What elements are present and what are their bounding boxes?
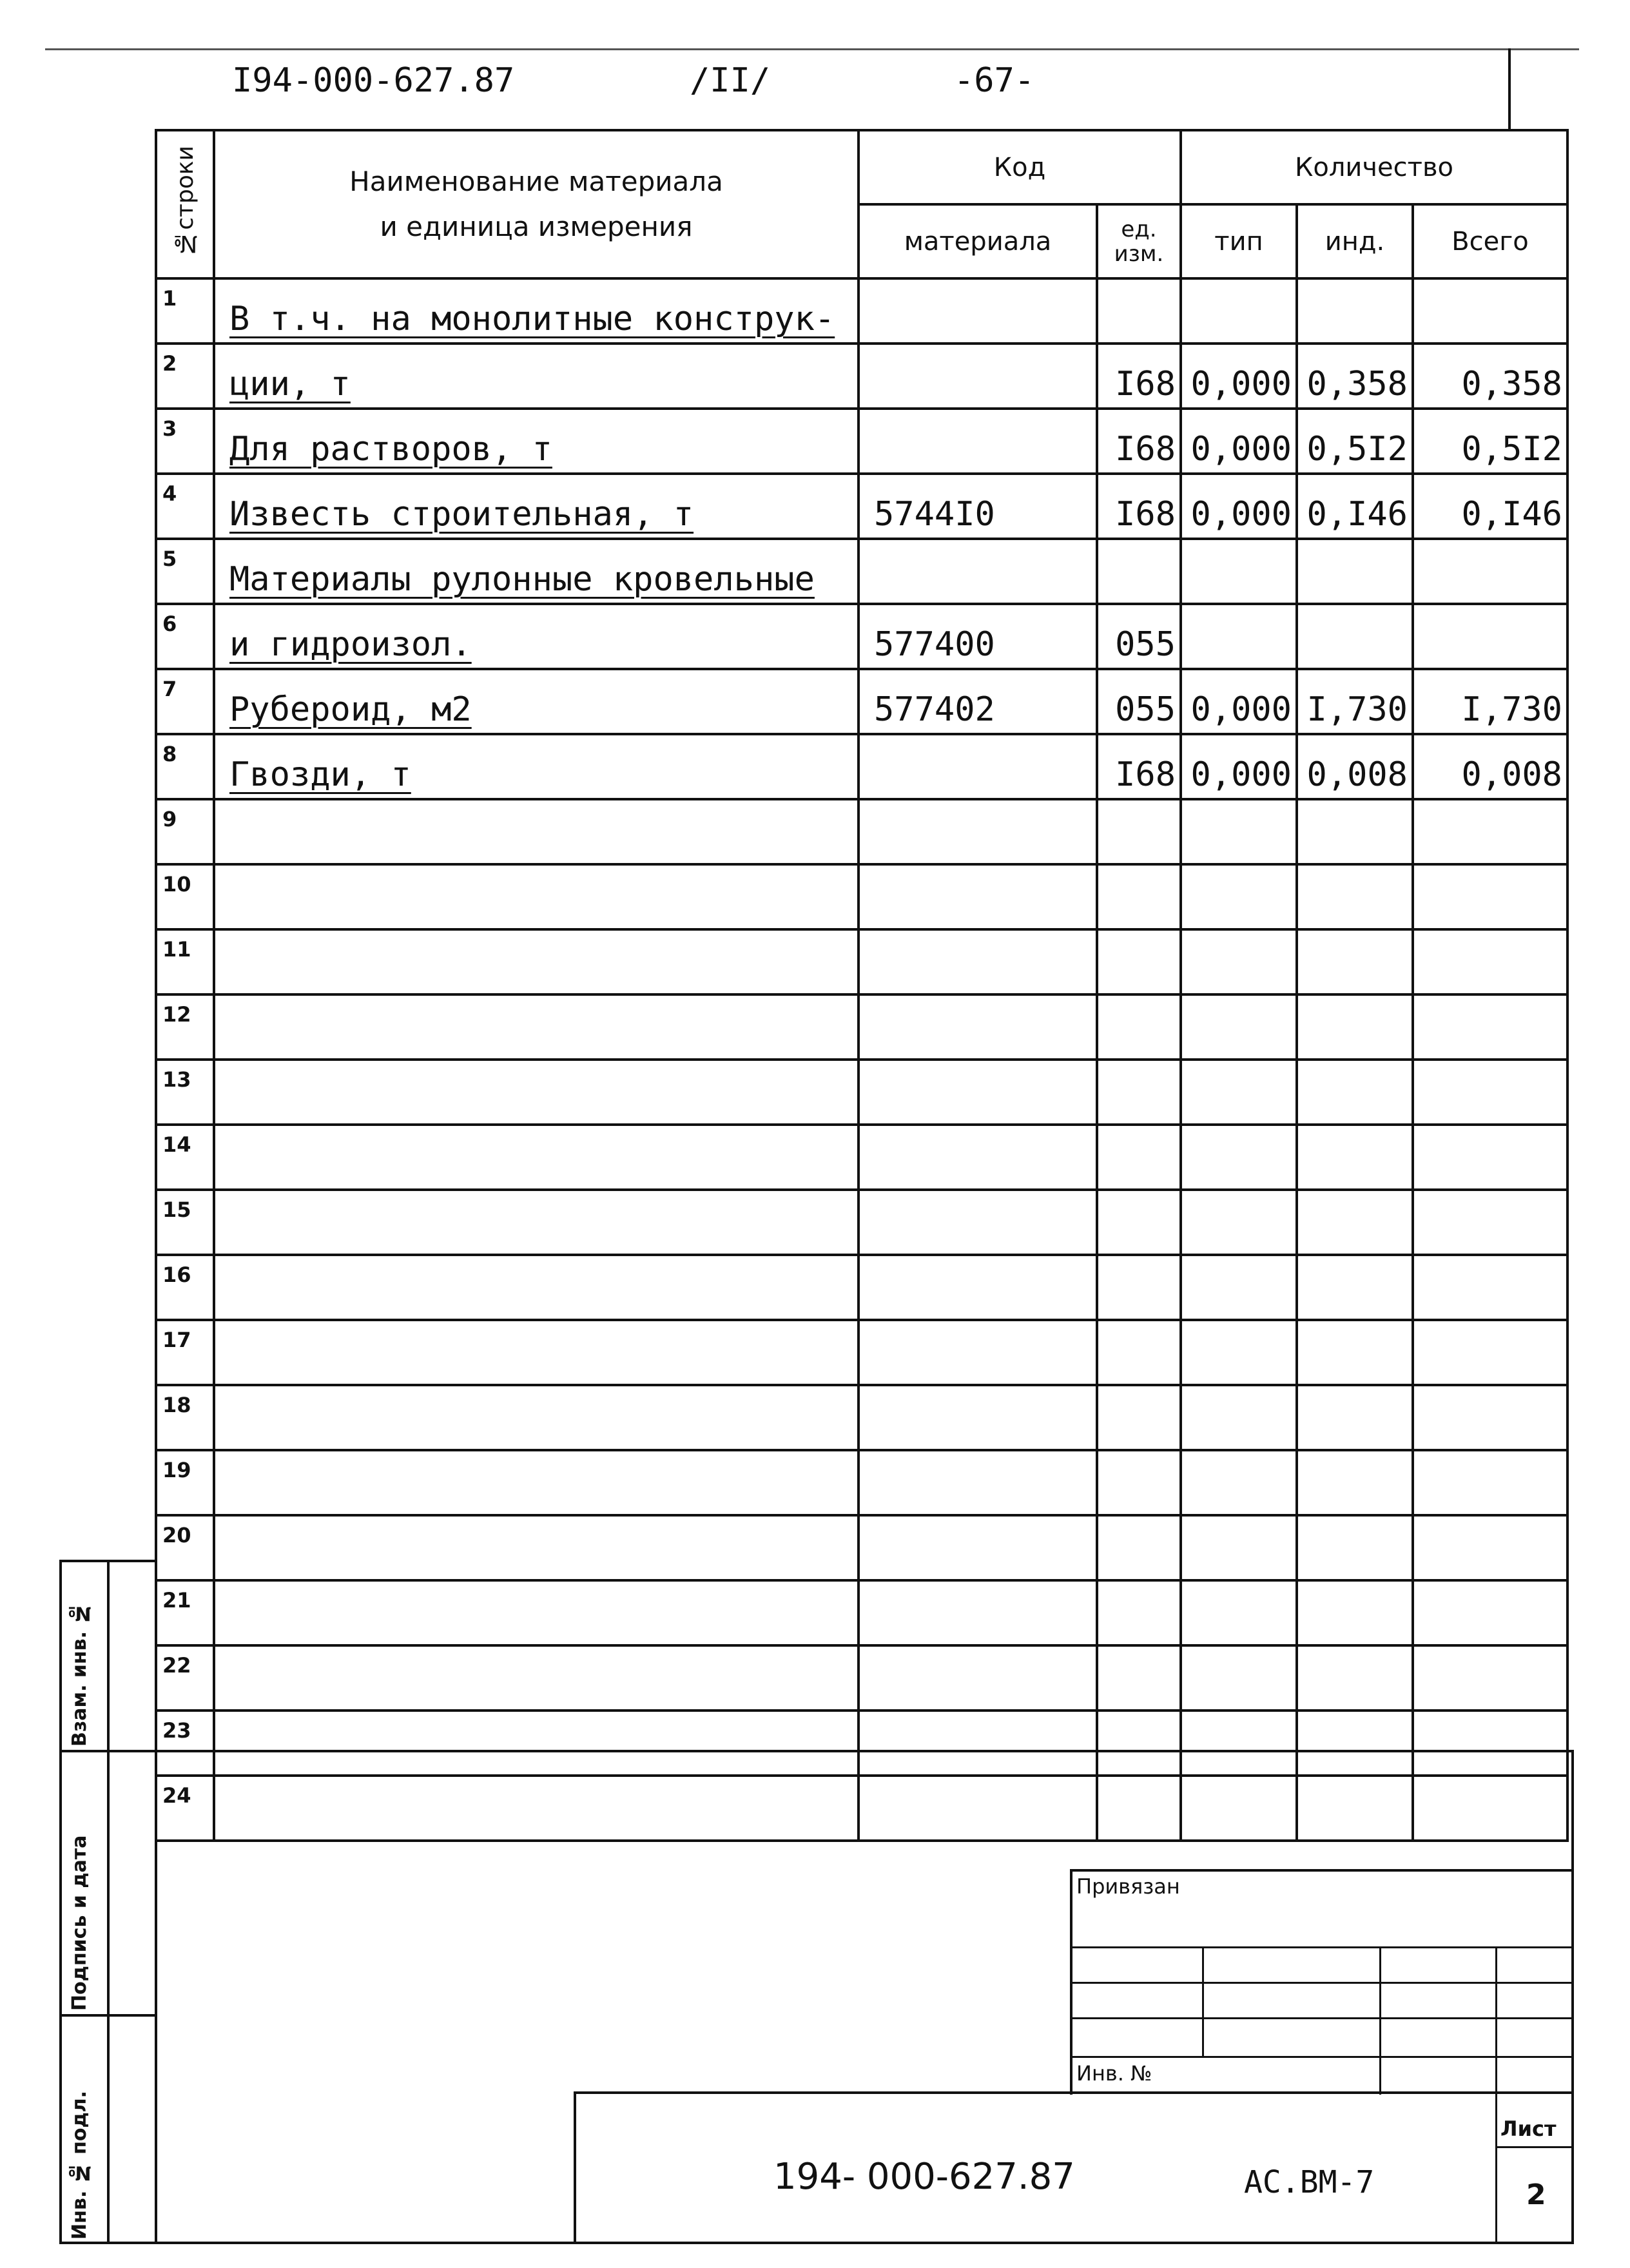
- qty-total-cell: I,730: [1413, 669, 1567, 734]
- row-number-cell: 5: [156, 539, 214, 604]
- tb-list-label: Лист: [1500, 2117, 1557, 2141]
- material-name-cell: [214, 1190, 859, 1255]
- qty-total-cell: [1413, 539, 1567, 604]
- material-code-cell: [859, 1645, 1097, 1711]
- unit-code-cell: [1097, 1776, 1181, 1841]
- unit-code-cell: [1097, 864, 1181, 929]
- material-name-cell: [214, 1255, 859, 1320]
- tb-privyazan-label: Привязан: [1076, 1874, 1180, 1899]
- material-name-cell: [214, 1776, 859, 1841]
- row-number-cell: 21: [156, 1580, 214, 1645]
- unit-code-cell: [1097, 929, 1181, 994]
- qty-ind-cell: [1297, 604, 1413, 669]
- material-name-cell: [214, 864, 859, 929]
- material-code-cell: [859, 734, 1097, 799]
- row-number-cell: 12: [156, 994, 214, 1060]
- material-code-cell: [859, 1450, 1097, 1515]
- tb-main-top: [574, 2091, 1573, 2094]
- qty-total-cell: [1413, 1190, 1567, 1255]
- qty-type-cell: [1181, 278, 1297, 344]
- row-number-cell: 8: [156, 734, 214, 799]
- row-number-cell: 16: [156, 1255, 214, 1320]
- qty-ind-cell: [1297, 1255, 1413, 1320]
- side-stamp-frame-left: [59, 1560, 62, 2243]
- qty-type-cell: [1181, 929, 1297, 994]
- table-row: [156, 344, 1567, 409]
- qty-ind-cell: [1297, 1711, 1413, 1776]
- row-number-cell: 23: [156, 1711, 214, 1776]
- tb-row-line-3: [1070, 2017, 1573, 2019]
- tb-privyazan-top: [1070, 1869, 1573, 1872]
- qty-type-cell: 0,000: [1181, 409, 1297, 474]
- row-number-cell: 24: [156, 1776, 214, 1841]
- material-code-cell: [859, 409, 1097, 474]
- row-number-cell: 9: [156, 799, 214, 864]
- material-name-cell: [214, 929, 859, 994]
- row-number-cell: 17: [156, 1320, 214, 1385]
- qty-type-cell: [1181, 1320, 1297, 1385]
- material-code-cell: [859, 1776, 1097, 1841]
- tb-main-left: [574, 2091, 576, 2243]
- row-number-cell: 18: [156, 1385, 214, 1450]
- qty-ind-cell: [1297, 864, 1413, 929]
- qty-ind-cell: 0,358: [1297, 344, 1413, 409]
- qty-ind-cell: [1297, 539, 1413, 604]
- material-code-cell: [859, 1125, 1097, 1190]
- row-number-cell: 6: [156, 604, 214, 669]
- qty-total-cell: 0,358: [1413, 344, 1567, 409]
- unit-code-cell: 055: [1097, 604, 1181, 669]
- table-row: [156, 864, 1567, 929]
- material-code-cell: 577402: [859, 669, 1097, 734]
- qty-total-cell: [1413, 278, 1567, 344]
- tb-sheet-code: АС.ВМ-7: [1244, 2164, 1375, 2200]
- table-row: [156, 1711, 1567, 1776]
- table-row: [156, 1580, 1567, 1645]
- qty-total-cell: [1413, 1320, 1567, 1385]
- tb-list-divider: [1495, 2146, 1573, 2148]
- qty-ind-cell: [1297, 799, 1413, 864]
- table-row: [156, 278, 1567, 344]
- tb-row-line-4: [1070, 2056, 1573, 2058]
- material-name-cell: Для растворов, т: [214, 409, 859, 474]
- col-code-material-header: материала: [859, 204, 1097, 278]
- stamp-label-podpis-data: Подпись и дата: [68, 1835, 91, 2011]
- qty-type-cell: [1181, 1190, 1297, 1255]
- qty-total-cell: 0,008: [1413, 734, 1567, 799]
- material-name-cell: [214, 1060, 859, 1125]
- material-code-cell: [859, 539, 1097, 604]
- material-name-cell: ции, т: [214, 344, 859, 409]
- material-code-cell: [859, 1320, 1097, 1385]
- row-number-cell: 2: [156, 344, 214, 409]
- qty-ind-cell: [1297, 929, 1413, 994]
- tb-list-number: 2: [1526, 2178, 1546, 2211]
- qty-type-cell: 0,000: [1181, 669, 1297, 734]
- unit-code-cell: I68: [1097, 409, 1181, 474]
- tb-inv-no-label: Инв. №: [1076, 2061, 1152, 2086]
- tb-row-line-1: [1070, 1946, 1573, 1948]
- qty-ind-cell: [1297, 1320, 1413, 1385]
- unit-code-cell: [1097, 994, 1181, 1060]
- table-row: [156, 1320, 1567, 1385]
- qty-type-cell: [1181, 1125, 1297, 1190]
- table-row: [156, 1645, 1567, 1711]
- material-name-cell: В т.ч. на монолитные конструк-: [214, 278, 859, 344]
- material-code-cell: 5744I0: [859, 474, 1097, 539]
- material-name-cell: Гвозди, т: [214, 734, 859, 799]
- material-code-cell: [859, 864, 1097, 929]
- table-row: [156, 1190, 1567, 1255]
- row-number-cell: 20: [156, 1515, 214, 1580]
- qty-total-cell: [1413, 864, 1567, 929]
- table-row: [156, 1450, 1567, 1515]
- qty-total-cell: [1413, 1645, 1567, 1711]
- table-row: [156, 409, 1567, 474]
- material-name-cell: [214, 1645, 859, 1711]
- row-number-cell: 19: [156, 1450, 214, 1515]
- material-name-cell: [214, 799, 859, 864]
- material-code-cell: [859, 344, 1097, 409]
- col-code-header: Код: [859, 130, 1181, 204]
- unit-code-cell: [1097, 1645, 1181, 1711]
- qty-type-cell: 0,000: [1181, 344, 1297, 409]
- material-code-cell: [859, 799, 1097, 864]
- qty-ind-cell: I,730: [1297, 669, 1413, 734]
- header-doc-code: I94-000-627.87: [232, 61, 515, 100]
- row-number-cell: 22: [156, 1645, 214, 1711]
- header-page-number: -67-: [954, 61, 1035, 100]
- tb-col-line-2: [1379, 1946, 1381, 2095]
- qty-type-cell: 0,000: [1181, 734, 1297, 799]
- unit-code-cell: [1097, 1125, 1181, 1190]
- header-frame-right: [1508, 48, 1511, 129]
- table-row: [156, 539, 1567, 604]
- qty-type-cell: [1181, 1711, 1297, 1776]
- qty-type-cell: [1181, 539, 1297, 604]
- col-code-unit-header: ед. изм.: [1097, 204, 1181, 278]
- qty-total-cell: [1413, 1125, 1567, 1190]
- row-number-cell: 7: [156, 669, 214, 734]
- material-code-cell: [859, 994, 1097, 1060]
- qty-type-cell: [1181, 604, 1297, 669]
- col-row-number-header: №строки: [156, 130, 214, 278]
- qty-type-cell: [1181, 1255, 1297, 1320]
- material-name-cell: [214, 1320, 859, 1385]
- qty-type-cell: [1181, 1060, 1297, 1125]
- material-name-cell: Материалы рулонные кровельные: [214, 539, 859, 604]
- table-row: [156, 1060, 1567, 1125]
- material-name-cell: Известь строительная, т: [214, 474, 859, 539]
- material-code-cell: [859, 1515, 1097, 1580]
- tb-col-line-3: [1495, 1946, 1497, 2243]
- material-name-cell: [214, 1580, 859, 1645]
- qty-type-cell: 0,000: [1181, 474, 1297, 539]
- qty-total-cell: [1413, 994, 1567, 1060]
- table-row: [156, 1125, 1567, 1190]
- unit-code-cell: [1097, 539, 1181, 604]
- unit-code-cell: I68: [1097, 734, 1181, 799]
- qty-total-cell: 0,5I2: [1413, 409, 1567, 474]
- side-stamp-sep-1: [59, 1750, 1574, 1752]
- qty-total-cell: [1413, 1060, 1567, 1125]
- qty-ind-cell: 0,5I2: [1297, 409, 1413, 474]
- material-code-cell: [859, 1580, 1097, 1645]
- material-name-cell: и гидроизол.: [214, 604, 859, 669]
- table-row: [156, 799, 1567, 864]
- row-number-cell: 14: [156, 1125, 214, 1190]
- material-code-cell: [859, 1255, 1097, 1320]
- material-name-cell: [214, 1450, 859, 1515]
- header-top-rule: [45, 48, 1579, 50]
- qty-total-cell: [1413, 799, 1567, 864]
- qty-ind-cell: [1297, 1645, 1413, 1711]
- materials-table: [155, 129, 1569, 1842]
- stamp-label-vzam-inv: Взам. инв. №: [68, 1602, 91, 1747]
- frame-right-lower: [1571, 1750, 1574, 2244]
- qty-total-cell: [1413, 1255, 1567, 1320]
- material-code-cell: [859, 1711, 1097, 1776]
- unit-code-cell: 055: [1097, 669, 1181, 734]
- tb-row-line-2: [1070, 1982, 1573, 1984]
- unit-code-cell: [1097, 1711, 1181, 1776]
- unit-code-cell: [1097, 1255, 1181, 1320]
- col-qty-total-header: Всего: [1413, 204, 1567, 278]
- qty-type-cell: [1181, 1515, 1297, 1580]
- qty-type-cell: [1181, 1645, 1297, 1711]
- col-name-header: Наименование материала и единица измерения: [214, 130, 859, 278]
- qty-type-cell: [1181, 864, 1297, 929]
- qty-ind-cell: [1297, 1385, 1413, 1450]
- qty-ind-cell: [1297, 1190, 1413, 1255]
- qty-type-cell: [1181, 1385, 1297, 1450]
- qty-ind-cell: [1297, 278, 1413, 344]
- table-row: [156, 604, 1567, 669]
- qty-ind-cell: [1297, 1450, 1413, 1515]
- row-number-cell: 13: [156, 1060, 214, 1125]
- unit-code-cell: [1097, 278, 1181, 344]
- col-quantity-header: Количество: [1181, 130, 1567, 204]
- table-row: [156, 994, 1567, 1060]
- table-row: [156, 1515, 1567, 1580]
- qty-total-cell: [1413, 1580, 1567, 1645]
- side-stamp-top: [59, 1560, 156, 1562]
- material-code-cell: [859, 1385, 1097, 1450]
- qty-type-cell: [1181, 1776, 1297, 1841]
- material-name-cell: [214, 1515, 859, 1580]
- table-row: [156, 669, 1567, 734]
- header-section: /II/: [690, 61, 771, 100]
- qty-total-cell: [1413, 604, 1567, 669]
- qty-total-cell: [1413, 1385, 1567, 1450]
- qty-total-cell: 0,I46: [1413, 474, 1567, 539]
- qty-type-cell: [1181, 994, 1297, 1060]
- table-row: [156, 474, 1567, 539]
- table-row: [156, 929, 1567, 994]
- qty-ind-cell: [1297, 1776, 1413, 1841]
- row-number-cell: 4: [156, 474, 214, 539]
- qty-ind-cell: [1297, 1060, 1413, 1125]
- row-number-cell: 11: [156, 929, 214, 994]
- unit-code-cell: [1097, 1385, 1181, 1450]
- row-number-cell: 10: [156, 864, 214, 929]
- material-code-cell: [859, 278, 1097, 344]
- qty-ind-cell: 0,I46: [1297, 474, 1413, 539]
- material-name-cell: [214, 1711, 859, 1776]
- tb-col-line-1: [1202, 1946, 1204, 2056]
- material-name-cell: Рубероид, м2: [214, 669, 859, 734]
- qty-total-cell: [1413, 1515, 1567, 1580]
- unit-code-cell: [1097, 1320, 1181, 1385]
- frame-left-lower: [155, 1740, 157, 2243]
- material-code-cell: 577400: [859, 604, 1097, 669]
- material-name-cell: [214, 1125, 859, 1190]
- qty-type-cell: [1181, 1450, 1297, 1515]
- qty-ind-cell: [1297, 1515, 1413, 1580]
- qty-type-cell: [1181, 1580, 1297, 1645]
- table-row: [156, 1385, 1567, 1450]
- table-row: [156, 734, 1567, 799]
- unit-code-cell: I68: [1097, 344, 1181, 409]
- side-stamp-divider: [107, 1560, 110, 2243]
- unit-code-cell: [1097, 799, 1181, 864]
- qty-ind-cell: [1297, 994, 1413, 1060]
- qty-ind-cell: 0,008: [1297, 734, 1413, 799]
- qty-total-cell: [1413, 929, 1567, 994]
- qty-total-cell: [1413, 1711, 1567, 1776]
- row-number-cell: 1: [156, 278, 214, 344]
- side-stamp-sep-2: [59, 2014, 156, 2017]
- qty-type-cell: [1181, 799, 1297, 864]
- material-code-cell: [859, 1190, 1097, 1255]
- material-name-cell: [214, 994, 859, 1060]
- qty-total-cell: [1413, 1450, 1567, 1515]
- material-name-cell: [214, 1385, 859, 1450]
- material-code-cell: [859, 1060, 1097, 1125]
- qty-total-cell: [1413, 1776, 1567, 1841]
- col-qty-ind-header: инд.: [1297, 204, 1413, 278]
- tb-doc-code: 194- 000-627.87: [773, 2156, 1075, 2198]
- unit-code-cell: [1097, 1515, 1181, 1580]
- unit-code-cell: [1097, 1450, 1181, 1515]
- side-stamp-bottom: [59, 2242, 1574, 2244]
- table-row: [156, 1776, 1567, 1841]
- material-code-cell: [859, 929, 1097, 994]
- qty-ind-cell: [1297, 1580, 1413, 1645]
- unit-code-cell: I68: [1097, 474, 1181, 539]
- table-row: [156, 1255, 1567, 1320]
- col-qty-type-header: тип: [1181, 204, 1297, 278]
- row-number-cell: 3: [156, 409, 214, 474]
- row-number-cell: 15: [156, 1190, 214, 1255]
- unit-code-cell: [1097, 1060, 1181, 1125]
- stamp-label-inv-podl: Инв. № подл.: [68, 2090, 91, 2240]
- unit-code-cell: [1097, 1580, 1181, 1645]
- qty-ind-cell: [1297, 1125, 1413, 1190]
- unit-code-cell: [1097, 1190, 1181, 1255]
